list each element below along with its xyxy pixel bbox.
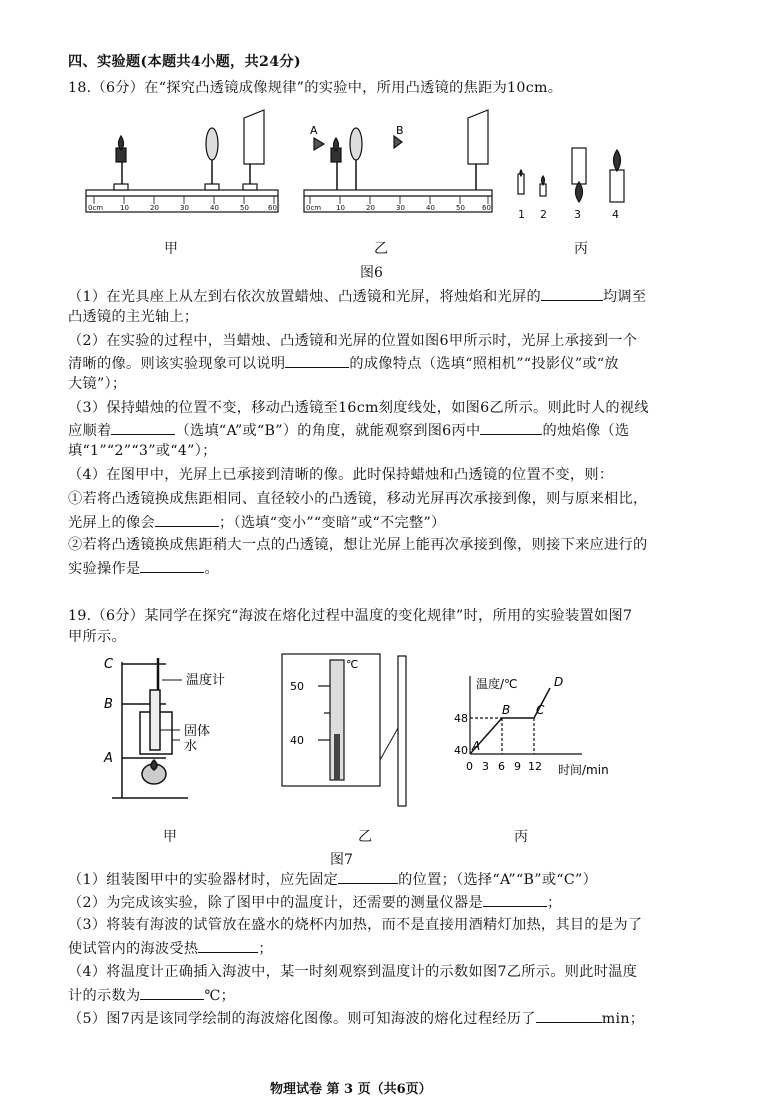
fig7-xtick-3: 3 xyxy=(482,760,489,773)
fig7-label-c: C xyxy=(104,657,114,672)
fig7-label-jia: 甲 xyxy=(163,829,177,845)
q19-blank-3[interactable] xyxy=(198,938,258,953)
fig7-therm-unit: ℃ xyxy=(346,658,359,671)
fig7-therm-40: 40 xyxy=(290,734,304,747)
q19-part3-text-c: ； xyxy=(258,941,273,957)
q18-part4-text-g: 。 xyxy=(204,561,219,577)
fig6-yi-tick-10: 10 xyxy=(336,204,345,212)
section-title: 四、实验题(本题共4小题，共24分) xyxy=(68,54,301,70)
fig7-point-a: A xyxy=(472,739,481,753)
fig6-jia-tick-20: 20 xyxy=(150,204,159,212)
q18-part4-line4: ②若将凸透镜换成焦距稍大一点的凸透镜，想让光屏上能再次承接到像，则接下来应进行的 xyxy=(68,537,648,553)
q18-part2-line3: 大镜”）； xyxy=(68,376,127,392)
q18-part4-line3 xyxy=(68,512,446,533)
q18-part3-line1: （3）保持蜡烛的位置不变，移动凸透镜至16cm刻度线处，如图6乙所示。则此时人的视线 xyxy=(68,400,649,416)
q18-part4-line5 xyxy=(68,558,219,579)
q18-part1-text-b: 均调至 xyxy=(602,289,647,305)
q18-part2-line2 xyxy=(68,353,619,374)
q18-part4-text-d: ；（选填“变小”“变暗”或“不完整”） xyxy=(218,515,446,531)
fig6-eye-a-label: A xyxy=(310,124,318,137)
q19-part2-text-b: ； xyxy=(546,895,562,911)
q19-part5 xyxy=(68,1008,644,1029)
fig7-ytick-40: 40 xyxy=(454,744,468,757)
fig6-yi-tick-40: 40 xyxy=(426,204,435,212)
fig6-jia-tick-30: 30 xyxy=(180,204,189,212)
q19-part3-line2 xyxy=(68,938,273,959)
q18-part1-line1 xyxy=(68,286,646,307)
fig6-candle-3: 3 xyxy=(574,208,581,221)
fig7-jia-apparatus xyxy=(112,658,188,798)
q18-part3-text-d: 的烛焰像（选 xyxy=(542,423,630,439)
q19-part4-line2 xyxy=(68,985,235,1006)
fig6-jia-bench xyxy=(86,110,278,212)
fig6-label-jia: 甲 xyxy=(164,241,178,257)
fig7-graph-ylabel: 温度/℃ xyxy=(476,677,518,691)
fig6-candle-4: 4 xyxy=(612,208,619,221)
q19-stem-line1: 19.（6分）某同学在探究“海波在熔化过程中温度的变化规律”时，所用的实验装置如图7 xyxy=(68,608,633,624)
fig6-yi-tick-30: 30 xyxy=(396,204,405,212)
fig7-label-bing: 丙 xyxy=(514,829,528,845)
q19-blank-4[interactable] xyxy=(140,985,204,1000)
q19-stem-line2: 甲所示。 xyxy=(68,629,126,645)
q18-blank-6[interactable] xyxy=(140,558,204,573)
q18-blank-4[interactable] xyxy=(480,420,542,435)
figure-6 xyxy=(78,108,638,226)
q18-part4-text-c: 光屏上的像会 xyxy=(68,515,155,531)
fig7-graph-xlabel: 时间/min xyxy=(558,763,609,777)
fig7-water-label: 水 xyxy=(184,739,198,754)
q18-part1-text-a: （1）在光具座上从左到右依次放置蜡烛、凸透镜和光屏，将烛焰和光屏的 xyxy=(68,289,541,305)
fig6-yi-tick-20: 20 xyxy=(366,204,375,212)
fig7-solid-label: 固体 xyxy=(184,724,211,739)
fig7-xtick-6: 6 xyxy=(498,760,505,773)
q19-part1 xyxy=(68,869,597,890)
fig7-label-a: A xyxy=(104,751,113,766)
fig6-jia-tick-0: 0cm xyxy=(88,204,104,212)
q19-part5-text-b: min； xyxy=(601,1011,645,1027)
fig6-jia-tick-10: 10 xyxy=(120,204,129,212)
q18-stem: 18.（6分）在“探究凸透镜成像规律”的实验中，所用凸透镜的焦距为10cm。 xyxy=(68,80,563,96)
fig7-xtick-9: 9 xyxy=(514,760,521,773)
fig7-caption: 图7 xyxy=(330,852,353,868)
q18-part4-text-f: 实验操作是 xyxy=(68,561,141,577)
fig6-yi-tick-50: 50 xyxy=(456,204,465,212)
fig6-yi-tick-0: 0cm xyxy=(306,204,322,212)
q19-part1-text-a: （1）组装图甲中的实验器材时，应先固定 xyxy=(68,872,339,888)
q19-part4-text-b: 计的示数为 xyxy=(68,988,141,1004)
q18-part2-line1: （2）在实验的过程中，当蜡烛、凸透镜和光屏的位置如图6甲所示时，光屏上承接到一个 xyxy=(68,333,638,349)
q18-blank-3[interactable] xyxy=(111,420,175,435)
fig6-jia-tick-40: 40 xyxy=(210,204,219,212)
fig6-yi-tick-60: 60 xyxy=(482,204,491,212)
fig7-therm-50: 50 xyxy=(290,680,304,693)
page-footer: 物理试卷 第 3 页（共6页） xyxy=(270,1082,432,1097)
q18-part3-line2 xyxy=(68,420,629,441)
q19-part1-text-b: 的位置；（选择“A”“B”或“C”） xyxy=(398,872,598,888)
fig6-bing-images xyxy=(518,148,624,202)
q18-blank-5[interactable] xyxy=(155,512,219,527)
q19-part3-text-b: 使试管内的海波受热 xyxy=(68,941,199,957)
fig6-jia-tick-50: 50 xyxy=(240,204,249,212)
q18-part1-line2: 凸透镜的主光轴上； xyxy=(68,309,199,325)
fig7-xtick-0: 0 xyxy=(466,760,473,773)
q18-part2-text-b: 清晰的像。则该实验现象可以说明 xyxy=(68,356,286,372)
fig7-label-yi: 乙 xyxy=(358,829,372,845)
fig6-label-bing: 丙 xyxy=(574,241,588,257)
fig6-caption: 图6 xyxy=(360,265,383,281)
fig7-ytick-48: 48 xyxy=(454,712,468,725)
q18-part4-line1: （4）在图甲中，光屏上已承接到清晰的像。此时保持蜡烛和凸透镜的位置不变，则： xyxy=(68,467,614,483)
q19-part2-text-a: （2）为完成该实验，除了图甲中的温度计，还需要的测量仪器是 xyxy=(68,895,483,911)
q19-part4-text-c: ℃； xyxy=(204,988,236,1004)
q18-part3-line3: 填“1”“2”“3”或“4”）； xyxy=(68,443,217,459)
fig7-point-c: C xyxy=(536,703,545,717)
fig7-label-b: B xyxy=(104,697,113,712)
q18-part3-text-c: （选填“A”或“B”）的角度，就能观察到图6丙中 xyxy=(175,423,481,439)
q19-part2 xyxy=(68,892,561,913)
q19-part3-line1: （3）将装有海波的试管放在盛水的烧杯内加热，而不是直接用酒精灯加热，其目的是为了 xyxy=(68,917,643,933)
q19-part5-text-a: （5）图7丙是该同学绘制的海波熔化图像。则可知海波的熔化过程经历了 xyxy=(68,1011,536,1027)
q19-blank-2[interactable] xyxy=(483,892,547,907)
fig7-point-d: D xyxy=(554,675,564,689)
q19-blank-5[interactable] xyxy=(536,1008,602,1023)
q18-blank-2[interactable] xyxy=(285,353,349,368)
fig6-jia-tick-60: 60 xyxy=(268,204,277,212)
fig6-eye-b-label: B xyxy=(396,124,404,137)
q18-part2-text-c: 的成像特点（选填“照相机”“投影仪”或“放 xyxy=(349,356,619,372)
q19-blank-1[interactable] xyxy=(338,869,398,884)
fig6-candle-2: 2 xyxy=(540,208,547,221)
fig6-candle-1: 1 xyxy=(518,208,525,221)
fig7-thermometer-label: 温度计 xyxy=(186,673,226,688)
q19-part4-line1: （4）将温度计正确插入海波中，某一时刻观察到温度计的示数如图7乙所示。则此时温度 xyxy=(68,964,638,980)
fig7-point-b: B xyxy=(502,703,511,717)
fig6-label-yi: 乙 xyxy=(374,241,388,257)
figure-7 xyxy=(96,650,616,810)
fig7-yi-thermometer xyxy=(282,654,406,806)
q18-part4-line2: ①若将凸透镜换成焦距相同、直径较小的凸透镜，移动光屏再次承接到像，则与原来相比， xyxy=(68,491,648,507)
q18-blank-1[interactable] xyxy=(541,286,603,301)
q18-part3-text-b: 应顺着 xyxy=(68,423,112,439)
fig7-xtick-12: 12 xyxy=(528,760,542,773)
